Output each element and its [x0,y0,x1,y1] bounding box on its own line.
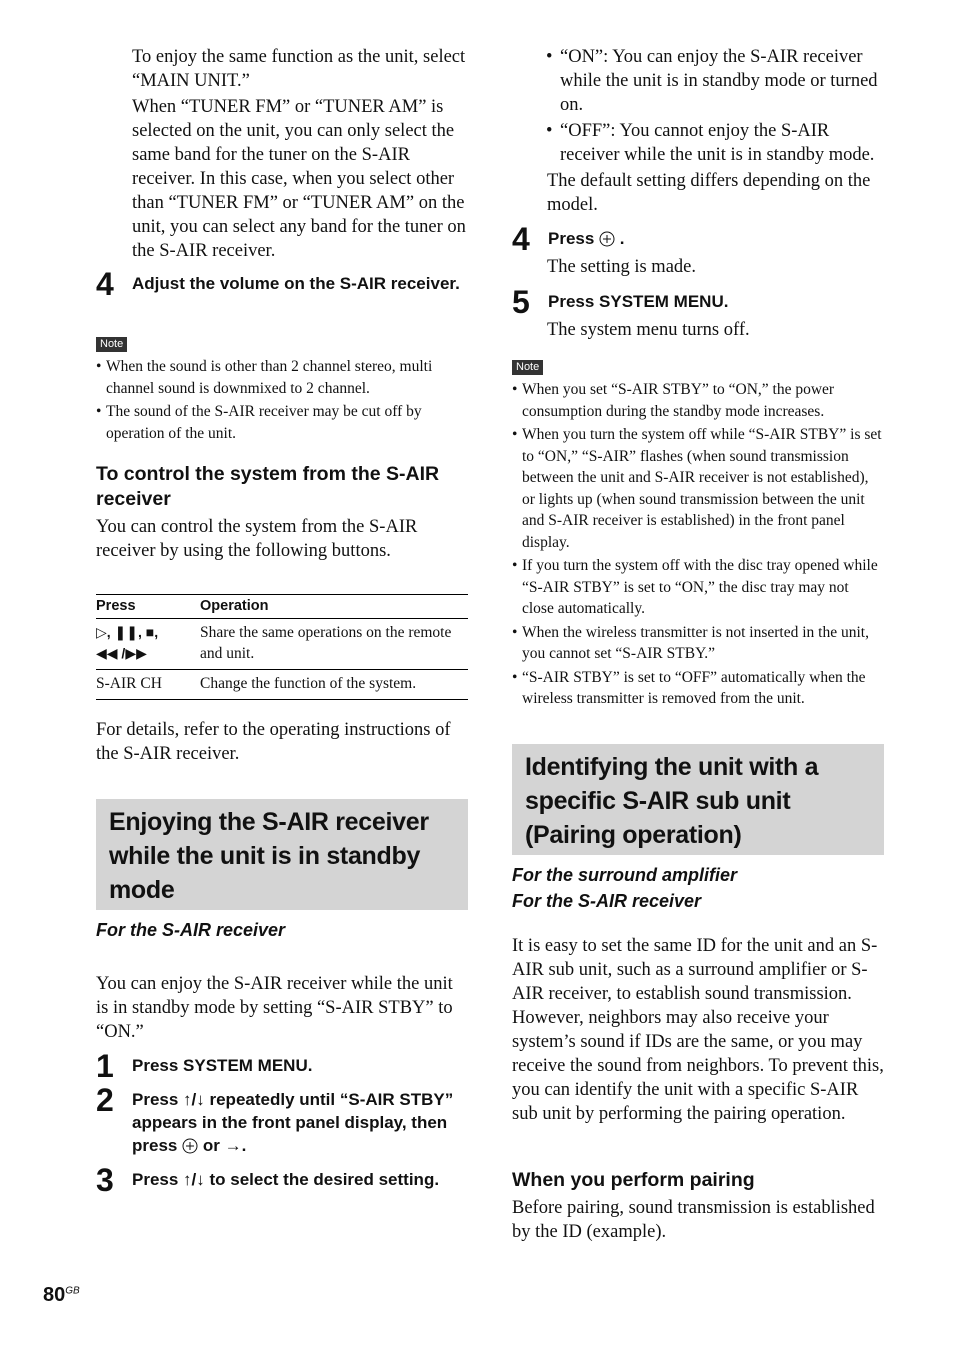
note-item: • When you turn the system off while “S-AIR STBY” is set to “ON,” “S-AIR” flashes (when sound transmission between the unit and S-AIR receiver is not established), or lights up (when sound transmission between the unit and S-AIR receiver is established) in the front panel display. [512,424,884,553]
list-item: • “ON”: You can enjoy the S-AIR receiver while the unit is in standby mode or turned on. [512,45,884,117]
right-note-block [512,357,884,712]
enter-circle-icon [599,231,615,247]
setting-options-list [512,45,884,167]
pairing-paragraph: It is easy to set the same ID for the unit and an S-AIR sub unit, such as a surround amplifier or S-AIR receiver, to establish sound transmission. However, neighbors may also receive your system’s sound if IDs are the same, or you may receive the sound from neighbors. To prevent this, you can identify the unit with a specific S-AIR sub unit by performing the pairing operation. [512,936,884,1124]
step-text: Press SYSTEM MENU. [548,292,729,311]
control-paragraph: You can control the system from the S-AIR receiver by using the following buttons. [96,517,418,561]
table-cell-operation: Change the function of the system. [200,670,468,700]
list-item: • “OFF”: You cannot enjoy the S-AIR receiver while the unit is in standby mode. [512,119,884,167]
left-step-1 [96,1048,468,1084]
header-operation: Operation [200,595,468,619]
note-item: • If you turn the system off with the disc tray opened while “S-AIR STBY” is set to “ON,” the disc tray may not close automatically. [512,555,884,620]
step-4-result: The setting is made. [547,257,696,277]
step-number: 3 [96,1162,114,1198]
step-text-part: or →. [202,1136,247,1155]
left-step-2 [96,1082,468,1157]
step-text-part: Press ↑/↓ repeatedly until “S-AIR STBY” appears in the front panel display, then press [132,1090,454,1155]
header-press: Press [96,595,200,619]
step-number: 1 [96,1048,114,1084]
step-text: Press SYSTEM MENU. [132,1056,313,1075]
page-number [43,1284,80,1307]
left-step-4 [96,266,468,302]
step-number: 2 [96,1082,114,1118]
step-text-part: . [619,229,625,248]
transport-buttons-line1: ▷, ❚❚, ■, [96,624,159,640]
note-item: • When the wireless transmitter is not inserted in the unit, you cannot set “S-AIR STBY.” [512,622,884,665]
note-label: Note [512,360,543,375]
step-text [548,227,884,250]
step-number: 5 [512,284,530,320]
perform-pairing-heading: When you perform pairing [512,1169,755,1191]
before-pairing-paragraph: Before pairing, sound transmission is established by the ID (example). [512,1198,875,1242]
note-item: • When you set “S-AIR STBY” to “ON,” the power consumption during the standby mode increases. [512,379,884,422]
table-cell-press: S-AIR CH [96,670,200,700]
standby-paragraph: You can enjoy the S-AIR receiver while the unit is in standby mode by setting “S-AIR STBY” to “ON.” [96,974,453,1042]
table-row [96,619,468,670]
control-heading: To control the system from the S-AIR receiver [96,463,440,510]
table-header-row [96,595,468,619]
page-number-value: 80 [43,1284,66,1306]
for-surround-label: For the surround amplifier [512,865,738,885]
for-receiver-label: For the S-AIR receiver [512,891,702,911]
right-step-5 [512,284,884,320]
intro-paragraph-1: To enjoy the same function as the unit, select “MAIN UNIT.” [132,47,466,91]
right-note-list [512,379,884,710]
page-number-suffix: GB [65,1285,80,1297]
step-text-part: Press [548,229,595,248]
enter-circle-icon [182,1138,198,1154]
intro-paragraph-2: When “TUNER FM” or “TUNER AM” is selected on the unit, you can only select the same band for the tuner on the S-AIR receiver. In this case, when you select other than “TUNER FM” or “TUNER AM” on the unit, you can select any band for the tuner on the S-AIR receiver. [132,97,466,261]
step-number: 4 [512,221,530,257]
pairing-section-banner: Identifying the unit with a specific S-AIR sub unit (Pairing operation) [512,744,884,855]
table-cell-press [96,619,200,670]
step-text: Press ↑/↓ to select the desired setting. [132,1170,440,1189]
table-cell-operation: Share the same operations on the remote and unit. [200,619,468,670]
right-step-4 [512,221,884,257]
note-item: • The sound of the S-AIR receiver may be cut off by operation of the unit. [96,401,468,444]
details-paragraph: For details, refer to the operating instructions of the S-AIR receiver. [96,720,451,764]
note-item: • When the sound is other than 2 channel stereo, multi channel sound is downmixed to 2 channel. [96,356,468,399]
left-step-3 [96,1162,476,1198]
for-receiver-label: For the S-AIR receiver [96,920,286,940]
operations-table [96,594,468,700]
left-note-list [96,356,468,444]
step-text [132,1088,468,1157]
left-note-block [96,334,468,446]
table-row [96,670,468,700]
step-number: 4 [96,266,114,302]
transport-buttons-line2: ◀◀ /▶▶ [96,645,147,661]
note-item: • “S-AIR STBY” is set to “OFF” automatically when the wireless transmitter is removed from the unit. [512,667,884,710]
step-5-result: The system menu turns off. [547,320,750,340]
standby-section-banner: Enjoying the S-AIR receiver while the unit is in standby mode [96,799,468,910]
note-label: Note [96,337,127,352]
step-text: Adjust the volume on the S-AIR receiver. [132,274,460,293]
default-setting-paragraph: The default setting differs depending on the model. [547,171,871,215]
